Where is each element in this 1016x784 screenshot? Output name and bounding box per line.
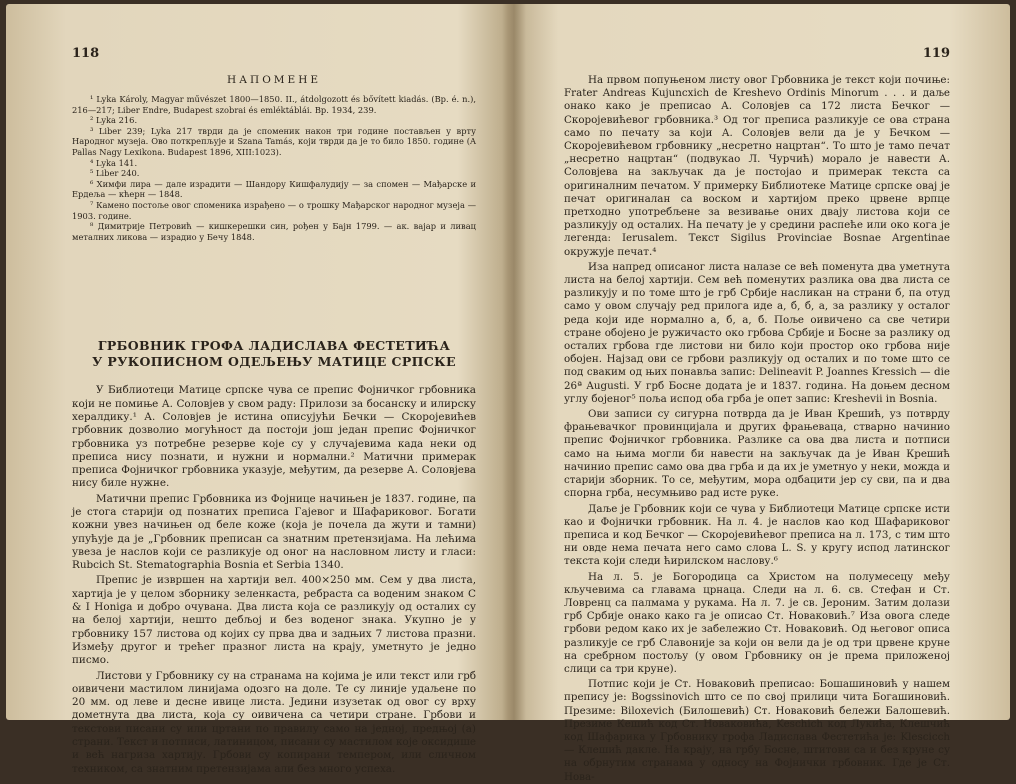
footnote: ⁸ Димитрије Петровић — кишкерешки син, рођен у Бајн 1799. — ак. вајар и ливац металних ликова — израдио у Бечу 1848. bbox=[72, 221, 476, 242]
footnote: ³ Liber 239; Lyka 217 тврди да је споменик након три године постављен у врту Народног музеја. Ово поткрепљује и Szana Tamás, који тврди да је то било 1850. године (A Pallas Nagy Lexikona. Budapest 1896, XIII:1023). bbox=[72, 125, 476, 157]
page-number-left: 118 bbox=[72, 46, 100, 61]
footnote: ¹ Lyka Károly, Magyar művészet 1800—1850. II., átdolgozott és bővített kiadás. (Bp. é. n.), 216—217; Liber Endre, Budapest szobrai és emléktáblái. Bp. 1934, 239. bbox=[72, 94, 476, 115]
footnotes bbox=[72, 94, 476, 242]
paragraph: На првом попуњеном листу овог Грбовника је текст који почиње: Frater Andreas Kujuncxich de Kreshevo Ordinis Minorum . . . и даље онако како је преписао А. Соловјев са 172 листа Бечког — Скоројевићевог грбовника.³ Од тог преписа разликује се ова страна само по печату за који А. Соловјев вели да је у Бечком — Скоројевићевом грбовнику „несретно нацртан“. То што је тамо печат „несретно нацртан“ (подвукао Л. Чурчић) морало је навести А. Соловјева на закључак да је постојао и примерак текста са оригиналним печатом. У примерку Библиотеке Матице српске овај је печат оригиналан са воском и хартијом преко црвене врпце претходно употребљене за везивање оних двају листова који се разликују од осталих. На печату је у средини распеће или око кога је легенда: Ierusalem. Текст Sigilus Provinciae Bosnae Argentinae окружује печат.⁴ bbox=[564, 74, 950, 258]
footnote: ⁴ Lyka 141. bbox=[90, 157, 138, 168]
right-page bbox=[524, 4, 1010, 783]
book-spine bbox=[502, 4, 526, 720]
paragraph: На л. 5. је Богородица са Христом на полумесецу међу кључевима са главама црнаца. Следи на л. 6. св. Стефан и Ст. Ловренц са палмама у рукама. На л. 7. је св. Јероним. Затим долази грб Србије онако како га је описао Ст. Новаковић.⁷ Иза овога следе грбови редом како их је забележио Ст. Новаковић. Од његовог описа разликује се грб Славоније за који он вели да је од три црвене круне на сребрном постољу (у овом Грбовнику он је према приложеној слици са три круне). bbox=[564, 570, 950, 675]
paragraph: У Библиотеци Матице српске чува се препис Фојничког грбовника који не помиње А. Соловјев у свом раду: Прилози за босанску и илирску хералдику.¹ А. Соловјев је истина описујући Бечки — Скоројевићев грбовник дозволио могућност да постоји још један препис Фојничког грбовника уз потребне резерве које су у случајевима када неки од преписа нису познати, и нужни и нормални.² Матични примерак преписа Фојничког грбовника указује, међутим, да резерве А. Соловјева нису биле нужне. bbox=[72, 384, 476, 490]
article-title bbox=[72, 338, 476, 370]
footnote: ⁷ Камено постоље овог споменика израђено — о трошку Мађарског народног музеја — 1903. године. bbox=[72, 199, 476, 221]
paragraph: Потпис који је Ст. Новаковић преписао: Бошашиновић у нашем препису је: Bogssinovich што се по свој прилици чита Богашиновић. Презиме: Biloxevich (Билошевић) Ст. Новаковић бележи Балошевић. Презиме Кешић код Ст. Новаковића, Keschich код Лукића, Клешчић код Шафарика у Грбовнику грофа Ладислава Фестетића је: Klescicch — Клешић дакле. На крају, на грбу Босне, штитови са и без круне су на обрнутим странама у односу на Фојнички грбовник. Где је Ст. Нова- bbox=[564, 678, 950, 783]
paragraph: Препис је извршен на хартији вел. 400×250 мм. Сем у два листа, хартија је у целом зборнику зеленкаста, ребраста са воденим знаком C & I Honiga и добро очувана. Два листа која се разликују од осталих су на белој хартији, нешто дебљој и без воденог знака. Укупно је у грбовнику 157 листова од којих су прва два и задњих 7 листова празни. Између другог и трећег празног листа на крају, уметнуто је једно писмо. bbox=[72, 574, 476, 667]
left-page bbox=[6, 4, 504, 775]
paragraph: Ови записи су сигурна потврда да је Иван Крешић, уз потврду фрањевачког провинцијала и других фрањеваца, стварно начинио препис Фојничког грбовника. Разлике са ова два листа и потписи само на њима могли би навести на закључак да је Иван Крешић начинио препис само ова два грба и да их је уметнуо у неки, можда и старији зборник. То се, међутим, мора одбацити јер су сви, па и два спорна грба, несумњиво рад исте руке. bbox=[564, 408, 950, 500]
footnote: ⁶ Химфи лира — дале израдити — Шандору Кишфалудију — за спомен — Мађарске и Ердеља — кћерн — 1848. bbox=[72, 178, 476, 200]
notes-heading: НАПОМЕНЕ bbox=[226, 74, 322, 86]
paragraph: Листови у Грбовнику су на странама на којима је или текст или грб оивичени мастилом линијама одозго на доле. Те су линије удаљене по 20 мм. од леве и десне ивице листа. Једини изузетак од овог су врху дометнута два листа, која су оивичена са четири стране. Грбови и текстови писани су или цртани по правилу само на једној, предњој (а) страни. Текст и потписи, латиницом, писани су мастилом које оксидише и већ нагриза хартију. Грбови су копирани темпером, или сличном техником, са знатним претензијама али без много успеха. bbox=[72, 669, 476, 775]
paragraph: Матични препис Грбовника из Фојнице начињен је 1837. године, па је стога старији од познатих преписа Гајевог и Шафариковог. Богати кожни увез начињен од беле коже (која је почела да жути и тамни) упућује да је „Грбовник преписан са знатним претензијама. На лећима увеза је наслов који се разликује од оног на насловном листу и гласи: Rubcich St. Stematographia Bosnia et Serbia 1340. bbox=[72, 492, 476, 572]
article-title-line: У РУКОПИСНОМ ОДЕЉЕЊУ МАТИЦЕ СРПСКЕ bbox=[92, 354, 456, 370]
paragraph: Иза напред описаног листа налазе се већ поменута два уметнута листа на белој хартији. Сем већ поменутих разлика ова два листа се разликују и по томе што је грб Србије насликан на страни б, па отуд само у овом случају ред прилога иде а, б, б, а, за разлику у осталог реда који иде нормално а, б, а, б. Поље оивичено са све четири стране обојено је ружичасто око грбова Србије и Босне за разлику од осталих грбова где листови ни било који простор око грбова није обојен. Најзад ови се грбови разликују од осталих и по томе што се под сваким од њих понавља запис: Delineavit P. Joannes Kressich — die 26ª Augusti. У грб Босне додата је и 1837. година. На доњем десном углу бојеног⁵ поља испод оба грба је опет запис: Kreshevii in Bosnia. bbox=[564, 260, 950, 405]
left-body bbox=[72, 384, 476, 776]
footnote: ⁵ Liber 240. bbox=[90, 168, 140, 179]
page-number-right: 119 bbox=[922, 46, 950, 61]
book-spread bbox=[6, 4, 1010, 783]
paragraph: Даље је Грбовник који се чува у Библиотеци Матице српске исти као и Фојнички грбовник. На л. 4. је наслов као код Шафариковог преписа и код Бечког — Скоројевићевог преписа на л. 173, с тим што ни овде нема печата него само слова L. S. у кругу испод латинског текста који следи ћирилском наслову.⁶ bbox=[564, 502, 950, 568]
footnote: ² Lyka 216. bbox=[90, 115, 138, 126]
article-title-line: ГРБОВНИК ГРОФА ЛАДИСЛАВА ФЕСТЕТИЋА bbox=[97, 338, 451, 354]
right-body bbox=[564, 74, 950, 784]
